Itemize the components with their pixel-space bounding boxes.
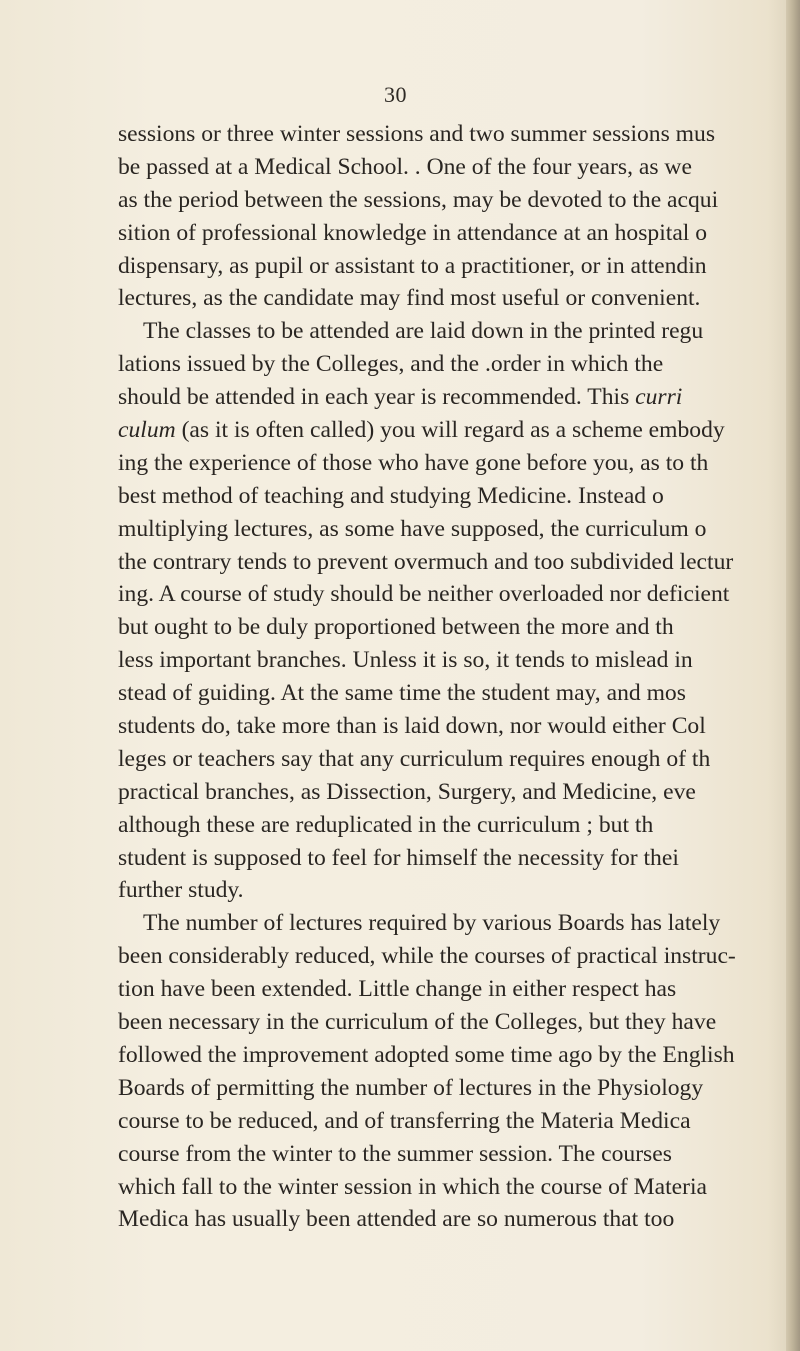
text-line: but ought to be duly proportioned between the more and th [118, 614, 674, 641]
page-edge-shadow [786, 0, 800, 1351]
text-line: although these are reduplicated in the curriculum ; but th [118, 811, 654, 838]
text-line: ing the experience of those who have gone before you, as to th [118, 449, 709, 476]
text-line: sition of professional knowledge in attendance at an hospital o [118, 219, 708, 246]
text-line: Boards of permitting the number of lectures in the Physiology [118, 1074, 704, 1101]
text-line: less important branches. Unless it is so, it tends to mislead in [118, 647, 693, 674]
text-line: should be attended in each year is recommended. This curri [118, 384, 683, 411]
text-line: further study. [118, 877, 244, 904]
text-line: culum (as it is often called) you will regard as a scheme embody [118, 417, 725, 444]
text-line: course from the winter to the summer session. The courses [118, 1140, 672, 1167]
text-line: multiplying lectures, as some have supposed, the curriculum o [118, 515, 707, 542]
text-line: stead of guiding. At the same time the student may, and mos [118, 680, 686, 707]
text-line: practical branches, as Dissection, Surgery, and Medicine, eve [118, 778, 696, 805]
page-number: 30 [384, 82, 407, 107]
text-line: leges or teachers say that any curriculum requires enough of th [118, 745, 711, 772]
text-line: The classes to be attended are laid down in the printed regu [143, 318, 704, 345]
text-line: the contrary tends to prevent overmuch and too subdivided lectur [118, 548, 734, 575]
text-line: The number of lectures required by various Boards has lately [143, 910, 721, 937]
text-line: students do, take more than is laid down, nor would either Col [118, 713, 706, 740]
text-line: student is supposed to feel for himself the necessity for thei [118, 844, 679, 871]
text-line: be passed at a Medical School. . One of the four years, as we [118, 153, 692, 180]
text-line: Medica has usually been attended are so numerous that too [118, 1206, 675, 1233]
text-line: been considerably reduced, while the courses of practical instruc- [118, 943, 736, 970]
text-line: as the period between the sessions, may be devoted to the acqui [118, 186, 719, 213]
text-line: lations issued by the Colleges, and the .order in which the [118, 351, 664, 378]
text-line: been necessary in the curriculum of the Colleges, but they have [118, 1009, 717, 1036]
text-line: which fall to the winter session in which the course of Materia [118, 1173, 708, 1200]
text-line: course to be reduced, and of transferring the Materia Medica [118, 1107, 691, 1134]
body-text [118, 118, 786, 1236]
text-line: tion have been extended. Little change in either respect has [118, 976, 677, 1003]
text-line: sessions or three winter sessions and two summer sessions mus [118, 121, 716, 147]
text-line: lectures, as the candidate may find most useful or convenient. [118, 285, 701, 312]
text-line: best method of teaching and studying Medicine. Instead o [118, 482, 664, 509]
text-line: ing. A course of study should be neither overloaded nor deficient [118, 581, 730, 608]
text-line: dispensary, as pupil or assistant to a practitioner, or in attendin [118, 252, 707, 279]
text-line: followed the improvement adopted some time ago by the English [118, 1041, 735, 1068]
